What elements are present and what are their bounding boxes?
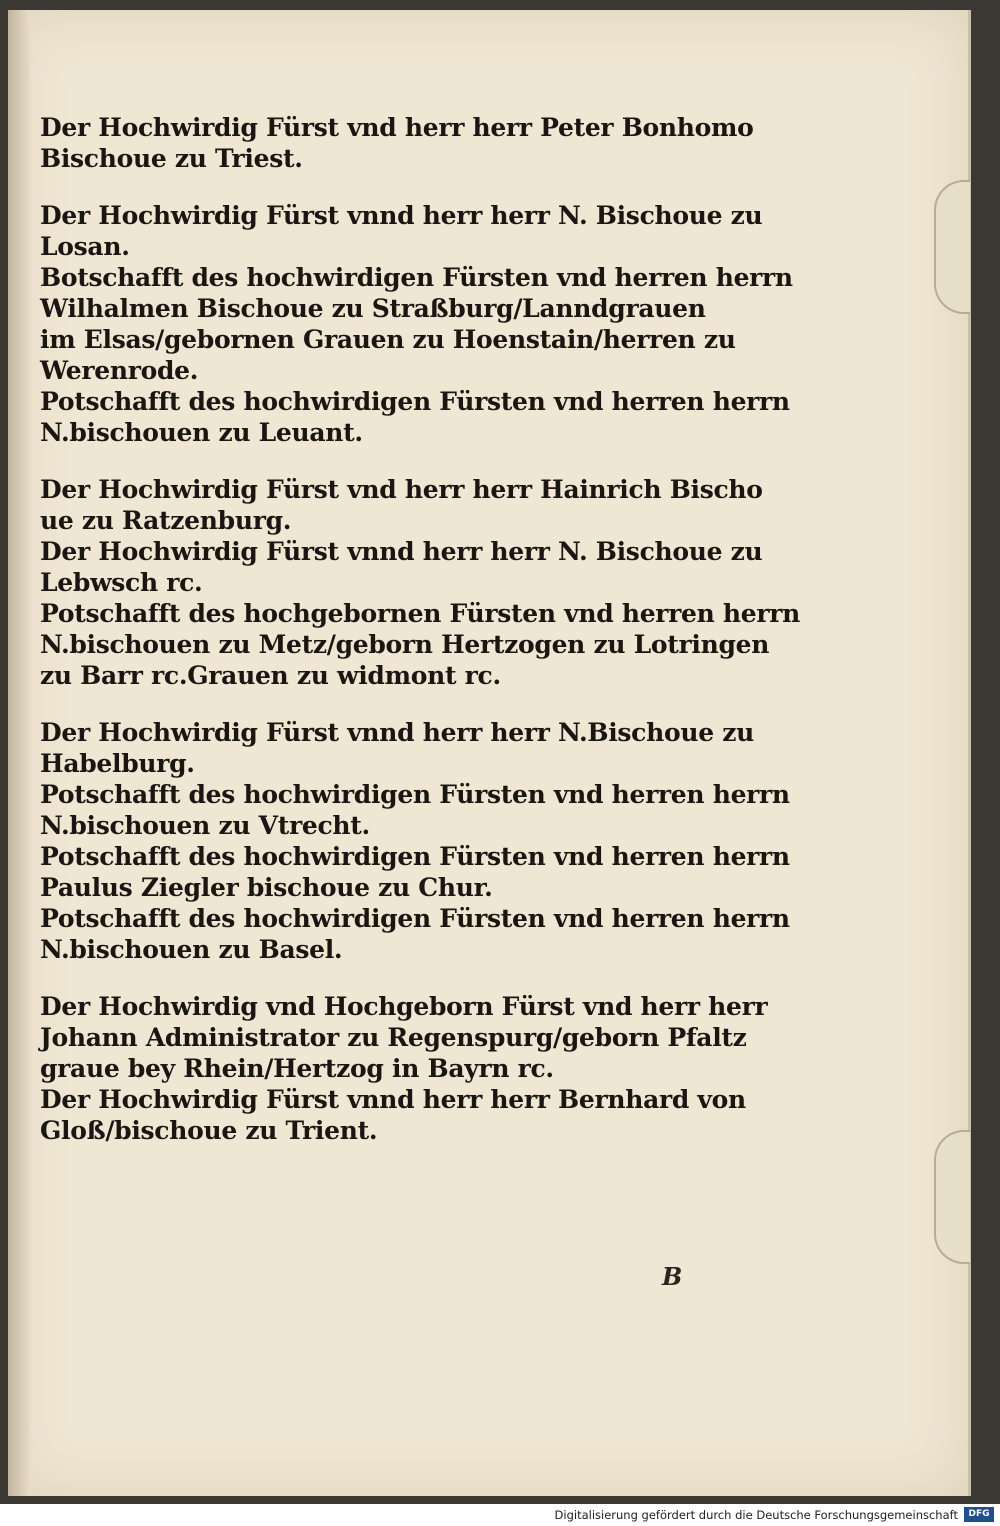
text-line: N.bischouen zu Vtrecht. <box>40 811 370 840</box>
text-line: Wilhalmen Bischoue zu Straßburg/Lanndgrauen <box>40 294 706 323</box>
text-entry <box>40 386 790 448</box>
text-entry <box>40 200 780 262</box>
page-gutter <box>8 10 30 1496</box>
text-line: Werenrode. <box>40 356 199 385</box>
footer-bar <box>0 1504 1000 1526</box>
text-line: im Elsas/gebornen Grauen zu Hoenstain/herren zu <box>40 325 736 354</box>
page-tab-upper <box>934 180 970 314</box>
text-line: ue zu Ratzenburg. <box>40 506 292 535</box>
text-line: Der Hochwirdig Fürst vnd herr herr Hainrich Bischo <box>40 475 763 504</box>
text-line: Paulus Ziegler bischoue zu Chur. <box>40 873 493 902</box>
text-line: Der Hochwirdig Fürst vnd herr herr Peter Bonhomo <box>40 113 754 142</box>
text-line: Botschafft des hochwirdigen Fürsten vnd herren herrn <box>40 263 793 292</box>
text-line: Der Hochwirdig Fürst vnnd herr herr N. Bischoue zu <box>40 201 763 230</box>
text-entry <box>40 112 780 174</box>
text-entry <box>40 903 790 965</box>
text-entry <box>40 598 801 691</box>
signature-mark: B <box>662 1262 683 1291</box>
text-line: N.bischouen zu Metz/geborn Hertzogen zu Lotringen <box>40 630 770 659</box>
text-line: Potschafft des hochwirdigen Fürsten vnd herren herrn <box>40 387 790 416</box>
text-entry <box>40 841 790 903</box>
text-entry <box>40 991 780 1084</box>
text-line: Potschafft des hochwirdigen Fürsten vnd herren herrn <box>40 904 790 933</box>
text-line: Gloß/bischoue zu Trient. <box>40 1116 378 1145</box>
text-line: Potschafft des hochgebornen Fürsten vnd herren herrn <box>40 599 801 628</box>
text-line: Der Hochwirdig Fürst vnnd herr herr N. Bischoue zu <box>40 537 763 566</box>
text-entry <box>40 262 793 386</box>
text-line: Lebwsch rc. <box>40 568 203 597</box>
text-line: Habelburg. <box>40 749 195 778</box>
text-line: graue bey Rhein/Hertzog in Bayrn rc. <box>40 1054 554 1083</box>
text-entry <box>40 717 780 779</box>
text-entry <box>40 1084 780 1146</box>
text-line: Bischoue zu Triest. <box>40 144 303 173</box>
text-line: N.bischouen zu Basel. <box>40 935 343 964</box>
text-entry <box>40 474 780 536</box>
text-line: Der Hochwirdig Fürst vnnd herr herr Bernhard von <box>40 1085 746 1114</box>
page-text <box>40 112 801 1146</box>
dfg-logo: DFG <box>964 1507 994 1522</box>
page-tab-lower <box>934 1130 970 1264</box>
text-entry <box>40 779 790 841</box>
text-line: N.bischouen zu Leuant. <box>40 418 363 447</box>
text-entry <box>40 536 780 598</box>
text-line: Johann Administrator zu Regenspurg/geborn Pfaltz <box>40 1023 747 1052</box>
digitization-credit: Digitalisierung gefördert durch die Deutsche Forschungsgemeinschaft <box>554 1508 958 1522</box>
text-line: Der Hochwirdig vnd Hochgeborn Fürst vnd herr herr <box>40 992 768 1021</box>
text-line: Potschafft des hochwirdigen Fürsten vnd herren herrn <box>40 780 790 809</box>
text-line: Losan. <box>40 232 130 261</box>
text-line: Der Hochwirdig Fürst vnnd herr herr N.Bischoue zu <box>40 718 754 747</box>
text-line: zu Barr rc.Grauen zu widmont rc. <box>40 661 501 690</box>
text-line: Potschafft des hochwirdigen Fürsten vnd herren herrn <box>40 842 790 871</box>
